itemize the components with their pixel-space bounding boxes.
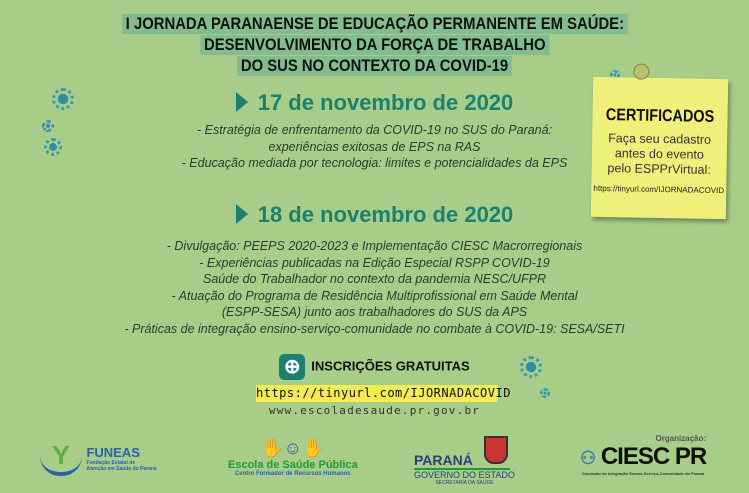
- virus-icon: [540, 388, 550, 398]
- note-line: pelo ESPPrVirtual:: [607, 161, 711, 177]
- logo-text: CIESC PR: [600, 443, 707, 470]
- logo-text: SECRETARIA DA SAÚDE: [435, 480, 494, 486]
- certificates-note: [591, 77, 728, 219]
- logo-text: PARANÁ: [414, 452, 510, 470]
- funeas-emblem-icon: Y: [40, 440, 82, 476]
- logo-text: Fundação Estatal de: [86, 459, 136, 466]
- agenda-item: - Educação mediada por tecnologia: limites e potencialidades da EPS: [181, 156, 568, 170]
- signup-label: INSCRIÇÕES GRATUITAS: [311, 358, 470, 374]
- pushpin-icon: [633, 64, 649, 80]
- coat-of-arms-icon: [484, 436, 508, 464]
- agenda-item: - Estratégia de enfrentamento da COVID-19 no SUS do Paraná:: [196, 123, 553, 137]
- ciesc-logo: [580, 434, 706, 476]
- website-link[interactable]: www.escoladesaude.pr.gov.br: [268, 404, 481, 417]
- logo-text: GOVERNO DO ESTADO: [414, 470, 515, 480]
- people-icon: ⚇: [580, 448, 596, 468]
- note-line: Faça seu cadastro: [608, 131, 712, 147]
- logo-text: Escola de Saúde Pública: [228, 459, 358, 471]
- agenda-item: experiências exitosas de EPS na RAS: [268, 139, 481, 154]
- logo-text: Atenção em Saúde do Paraná: [86, 465, 157, 472]
- logo-text: Centro Formador de Recursos Humanos: [234, 471, 351, 477]
- agenda-item: - Divulgação: PEEPS 2020-2023 e Implementação CIESC Macrorregionais: [166, 239, 583, 253]
- agenda-item: - Experiências publicadas na Edição Especial RSPP COVID-19: [199, 255, 550, 270]
- logo-text: Organização:: [655, 434, 707, 443]
- arrow-icon: [236, 92, 248, 112]
- note-line: antes do evento: [614, 146, 704, 162]
- title-line: DO SUS NO CONTEXTO DA COVID-19: [237, 56, 512, 76]
- agenda-item: - Práticas de integração ensino-serviço-comunidade no combate à COVID-19: SESA/SETI: [124, 321, 625, 336]
- signup-link[interactable]: https://tinyurl.com/IJORNADACOVID: [256, 386, 511, 400]
- signup-heading: [0, 354, 749, 380]
- day2-items: [0, 238, 749, 337]
- agenda-item: - Atuação do Programa de Residência Multiprofissional em Saúde Mental: [171, 288, 578, 303]
- agenda-item: (ESPP-SESA) junto aos trabalhadores do SUS da APS: [221, 305, 528, 319]
- funeas-logo: [40, 440, 157, 476]
- parana-logo: [414, 436, 515, 486]
- arrow-icon: [236, 204, 248, 224]
- esp-emblem-icon: ✋☺✋: [261, 438, 325, 458]
- agenda-item: Saúde do Trabalhador no contexto da pandemia NESC/UFPR: [202, 272, 547, 286]
- globe-icon: ⊕: [279, 354, 305, 380]
- title-line: I JORNADA PARANAENSE DE EDUCAÇÃO PERMANENTE EM SAÚDE:: [122, 14, 628, 34]
- logo-text: FUNEAS: [86, 444, 140, 460]
- title-line: DESENVOLVIMENTO DA FORÇA DE TRABALHO: [200, 35, 549, 55]
- date-text: 17 de novembro de 2020: [257, 90, 514, 115]
- logo-text: Comissão de Integração Ensino-Serviço-Comunidade do Paraná: [581, 471, 705, 476]
- note-title: CERTIFICADOS: [605, 105, 715, 126]
- esp-logo: [228, 438, 358, 477]
- certificate-link[interactable]: https://tinyurl.com/IJORNADACOVID: [593, 183, 725, 196]
- date-text: 18 de novembro de 2020: [257, 202, 514, 227]
